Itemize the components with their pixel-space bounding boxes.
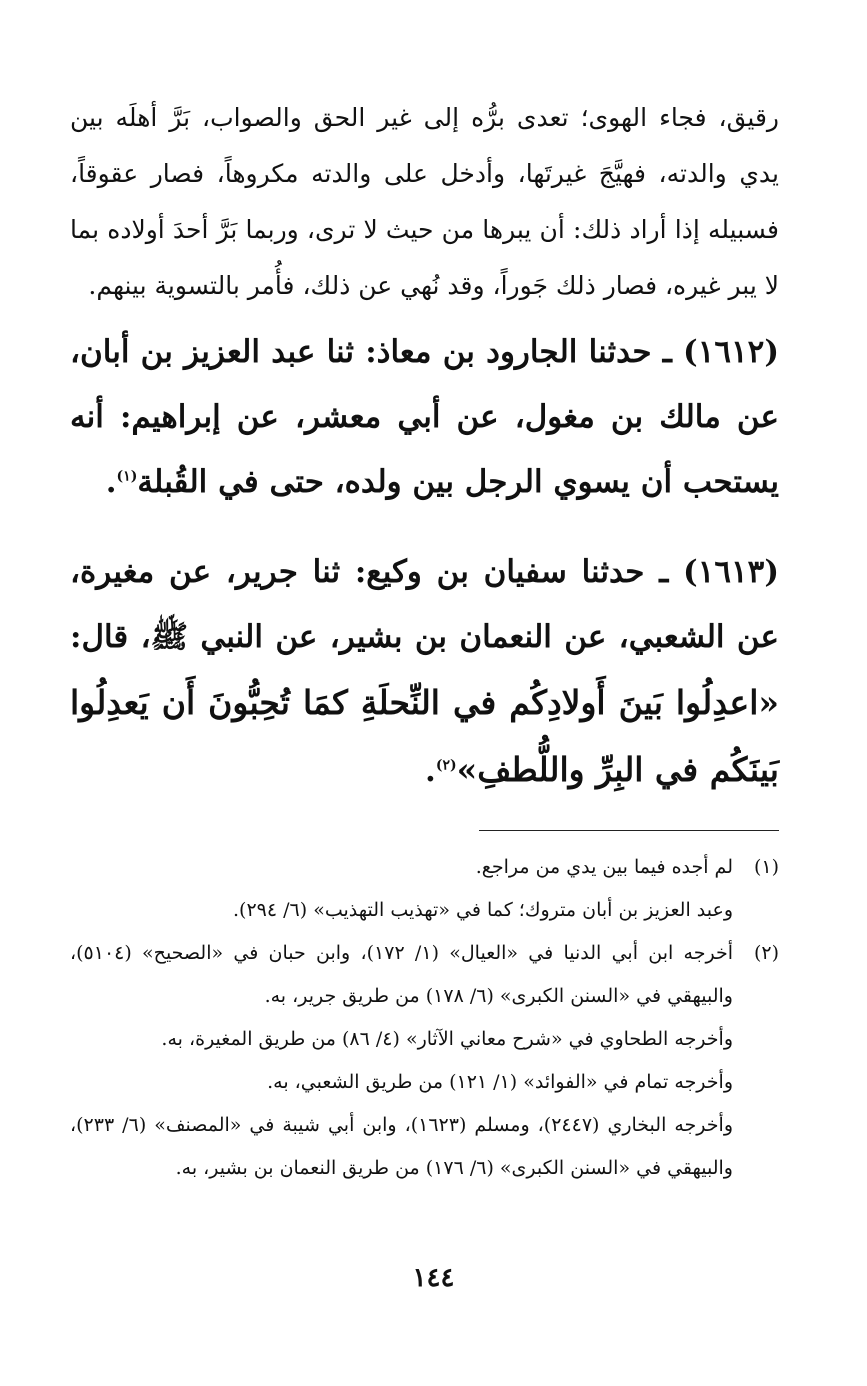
prophetic-saying: «اعدِلُوا بَينَ أَولادِكُم في النِّحلَةِ كمَا تُحِبُّونَ أَن يَعدِلُوا بَينَكُم في البِرِّ واللُّطفِ» [70,683,779,789]
footnote-line: وأخرجه الطحاوي في «شرح معاني الآثار» (٤/ ٨٦) من طريق المغيرة، به. [161,1028,733,1050]
footnotes [70,846,779,1190]
hadith-end: . [105,464,117,500]
footnote-1 [70,846,779,932]
footnote-line: وأخرجه تمام في «الفوائد» (١/ ١٢١) من طريق الشعبي، به. [267,1071,733,1093]
intro-paragraph: رقيق، فجاء الهوى؛ تعدى برُّه إلى غير الحق والصواب، بَرَّ أهلَه بين يدي والدته، فهيَّجَ غيرتَها، وأدخل على والدته مكروهاً، فصار عقوقاً، فسبيله إذا أراد ذلك: أن يبرها من حيث لا ترى، وربما بَرَّ أحدَ أولاده بما لا يبر غيره، فصار ذلك جَوراً، وقد نُهي عن ذلك، فأُمر بالتسوية بينهم. [70,103,779,300]
footnote-line: أخرجه ابن أبي الدنيا في «العيال» (١/ ١٧٢)، وابن حبان في «الصحيح» (٥١٠٤)، والبيهقي في «السنن الكبرى» (٦/ ١٧٨) من طريق جرير، به. [70,942,733,1007]
footnote-2 [70,932,779,1190]
footnote-ref[interactable]: (٢) [435,757,457,774]
hadith-1613 [70,540,779,804]
hadith-number: (١٦١٣) ـ [659,554,779,590]
hadith-text: حدثنا الجارود بن معاذ: ثنا عبد العزيز بن أبان، عن مالك بن مغول، عن أبي معشر، عن إبراهيم: أنه يستحب أن يسوي الرجل بين ولده، حتى في القُبلة [70,334,779,500]
page-number: ١٤٤ [412,1263,455,1293]
hadith-1612 [70,320,779,515]
footnote-line: لم أجده فيما بين يدي من مراجع. [475,856,733,878]
hadith-end: . [425,753,436,789]
footnote-number: (٢) [753,942,779,964]
footnote-number: (١) [753,856,779,878]
footnote-line: وأخرجه البخاري (٢٤٤٧)، ومسلم (١٦٢٣)، وابن أبي شيبة في «المصنف» (٦/ ٢٣٣)، والبيهقي في «السنن الكبرى» (٦/ ١٧٦) من طريق النعمان بن بشير، به. [70,1114,733,1179]
footnote-divider [479,830,779,831]
hadith-number: (١٦١٢) ـ [662,334,780,370]
footnote-line: وعبد العزيز بن أبان متروك؛ كما في «تهذيب التهذيب» (٦/ ٢٩٤). [233,899,733,921]
footnote-ref[interactable]: (١) [116,468,138,485]
hadith-text: حدثنا سفيان بن وكيع: ثنا جرير، عن مغيرة، عن الشعبي، عن النعمان بن بشير، عن النبي ﷺ، قال: [70,554,779,655]
